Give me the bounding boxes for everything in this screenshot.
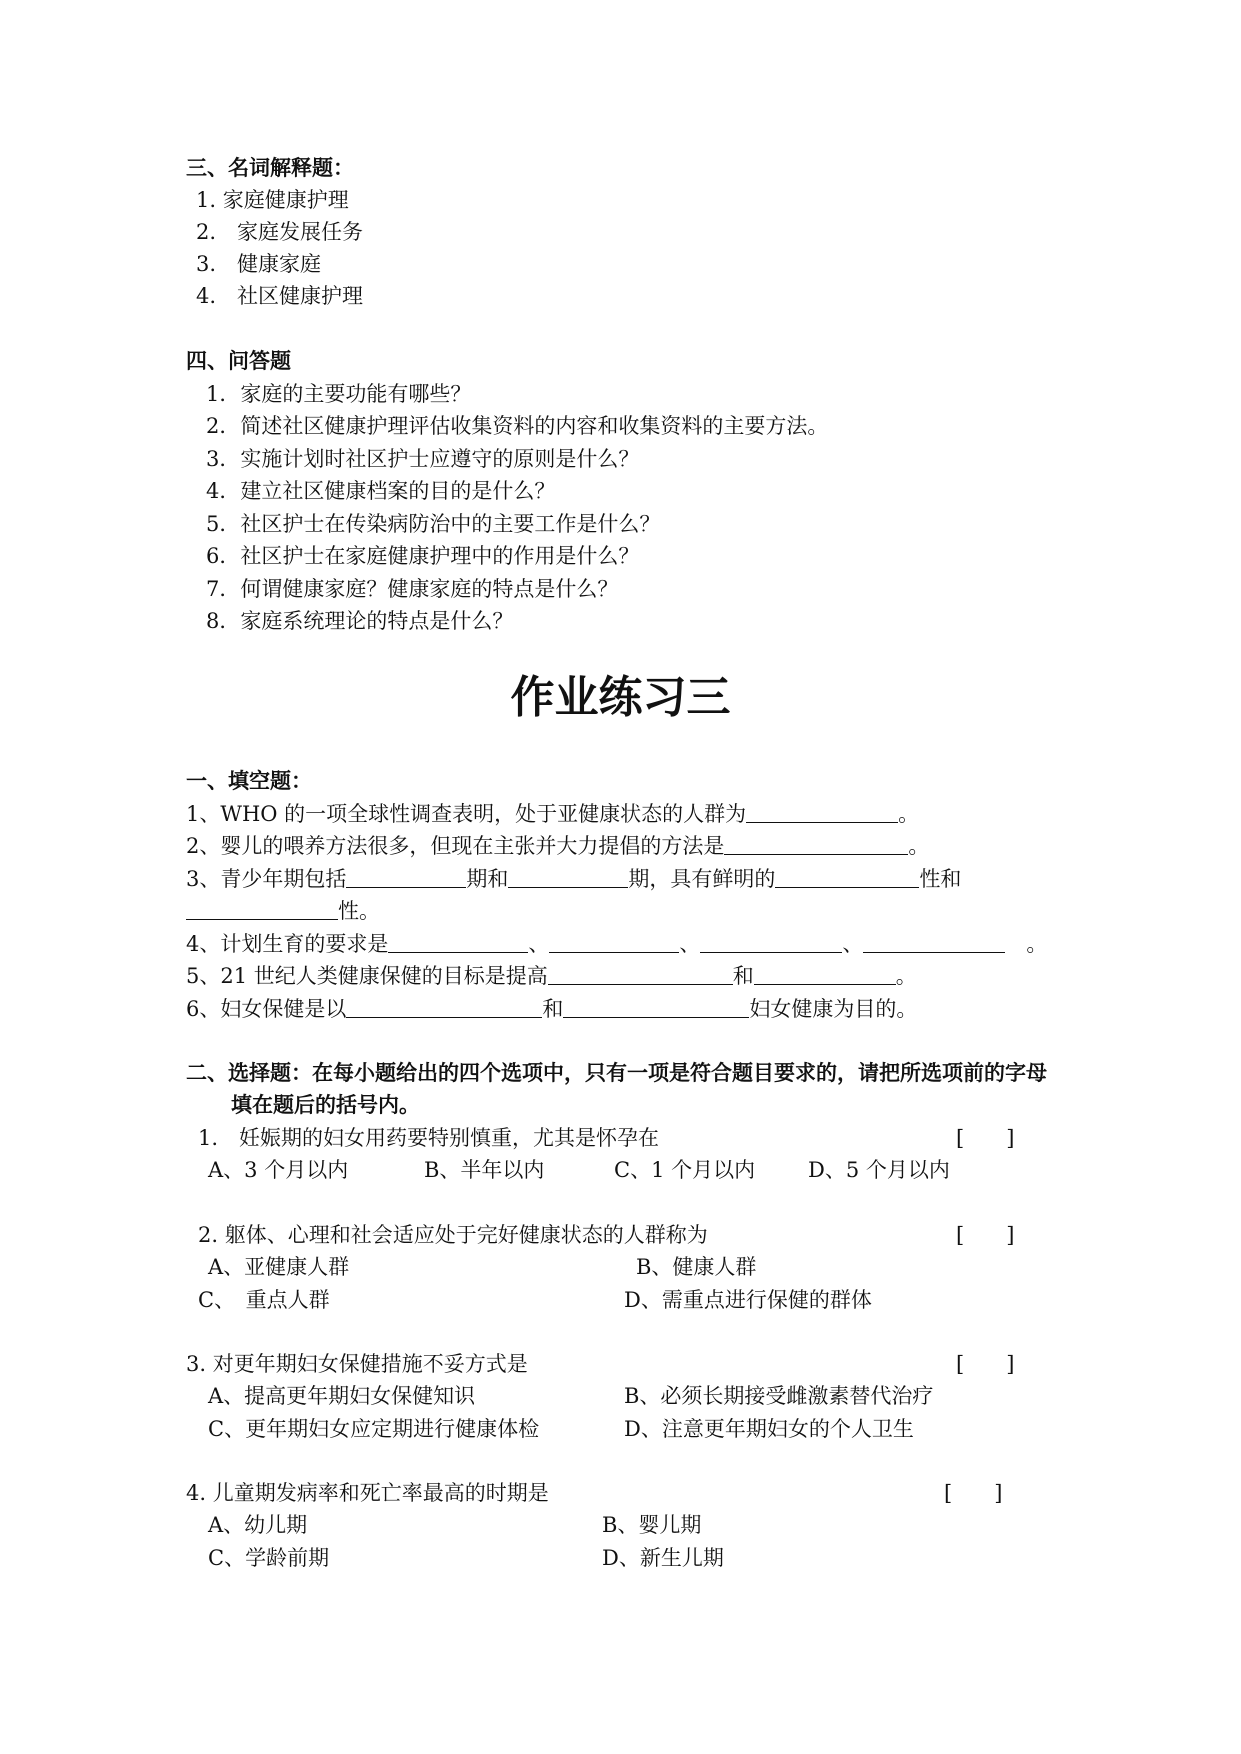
choice-option[interactable]: B、健康人群 <box>636 1255 757 1279</box>
choice-option[interactable]: B、半年以内 <box>424 1158 545 1182</box>
choice-question-stem: 3. 对更年期妇女保健措施不妥方式是 <box>186 1352 528 1376</box>
page-title: 作业练习三 <box>510 672 731 723</box>
answer-bracket[interactable]: [ ] <box>956 1126 1015 1150</box>
choice-option[interactable]: A、幼儿期 <box>208 1513 308 1537</box>
section3-item: 3. 健康家庭 <box>196 252 322 276</box>
section3-item: 2. 家庭发展任务 <box>196 220 364 244</box>
fill-question-3: 3、青少年期包括 期和 期，具有鲜明的 性和 <box>186 867 962 891</box>
section4-item: 8．家庭系统理论的特点是什么？ <box>206 609 514 633</box>
choice-option[interactable]: A、提高更年期妇女保健知识 <box>208 1384 476 1408</box>
fill-question-5: 5、21 世纪人类健康保健的目标是提高 和 。 <box>186 964 917 988</box>
answer-blank[interactable] <box>700 930 842 953</box>
fill-question-1: 1、WHO 的一项全球性调查表明，处于亚健康状态的人群为 。 <box>186 802 920 826</box>
fill-question-3-cont: 性。 <box>186 897 380 925</box>
answer-blank[interactable] <box>346 865 466 888</box>
answer-bracket[interactable]: [ ] <box>956 1223 1015 1247</box>
choice-option[interactable]: C、1 个月以内 <box>614 1158 756 1182</box>
choice-option[interactable]: C、更年期妇女应定期进行健康体检 <box>208 1417 540 1441</box>
fill-heading: 一、填空题： <box>186 769 312 793</box>
choice-option[interactable]: C、学龄前期 <box>208 1546 330 1570</box>
section4-item: 2．简述社区健康护理评估收集资料的内容和收集资料的主要方法。 <box>206 414 829 438</box>
answer-blank[interactable] <box>754 962 896 985</box>
choice-heading: 二、选择题：在每小题给出的四个选项中，只有一项是符合题目要求的，请把所选项前的字母 <box>186 1061 1047 1085</box>
answer-blank[interactable] <box>746 800 898 823</box>
answer-bracket[interactable]: [ ] <box>956 1352 1015 1376</box>
choice-option[interactable]: B、必须长期接受雌激素替代治疗 <box>624 1384 934 1408</box>
choice-option[interactable]: C、 重点人群 <box>198 1288 330 1312</box>
choice-option[interactable]: D、需重点进行保健的群体 <box>624 1288 872 1312</box>
answer-blank[interactable] <box>508 865 628 888</box>
choice-option[interactable]: A、3 个月以内 <box>208 1158 349 1182</box>
answer-blank[interactable] <box>563 995 749 1018</box>
choice-question-stem: 4. 儿童期发病率和死亡率最高的时期是 <box>186 1481 549 1505</box>
choice-option[interactable]: B、婴儿期 <box>602 1513 702 1537</box>
section4-item: 5．社区护士在传染病防治中的主要工作是什么？ <box>206 512 661 536</box>
answer-blank[interactable] <box>775 865 919 888</box>
section4-item: 1．家庭的主要功能有哪些？ <box>206 382 472 406</box>
choice-option[interactable]: D、注意更年期妇女的个人卫生 <box>624 1417 914 1441</box>
answer-blank[interactable] <box>186 897 338 920</box>
section4-item: 4．建立社区健康档案的目的是什么？ <box>206 479 556 503</box>
choice-question-stem: 2. 躯体、心理和社会适应处于完好健康状态的人群称为 <box>198 1223 708 1247</box>
section4-heading: 四、问答题 <box>186 349 291 373</box>
choice-option[interactable]: D、5 个月以内 <box>808 1158 950 1182</box>
answer-blank[interactable] <box>724 832 908 855</box>
answer-blank[interactable] <box>346 995 542 1018</box>
section4-item: 6．社区护士在家庭健康护理中的作用是什么？ <box>206 544 640 568</box>
choice-option[interactable]: A、亚健康人群 <box>208 1255 350 1279</box>
answer-blank[interactable] <box>388 930 528 953</box>
answer-blank[interactable] <box>549 930 679 953</box>
section3-heading: 三、名词解释题： <box>186 156 354 180</box>
section3-item: 1. 家庭健康护理 <box>196 188 349 212</box>
answer-blank[interactable] <box>863 930 1005 953</box>
fill-question-6: 6、妇女保健是以 和 妇女健康为目的。 <box>186 997 918 1021</box>
section4-item: 7．何谓健康家庭？健康家庭的特点是什么？ <box>206 577 619 601</box>
fill-question-4: 4、计划生育的要求是 、 、 、 。 <box>186 932 1048 956</box>
section3-item: 4. 社区健康护理 <box>196 284 364 308</box>
choice-heading-cont: 填在题后的括号内。 <box>231 1093 420 1117</box>
choice-option[interactable]: D、新生儿期 <box>602 1546 724 1570</box>
fill-question-2: 2、婴儿的喂养方法很多，但现在主张并大力提倡的方法是 。 <box>186 834 930 858</box>
answer-blank[interactable] <box>548 962 733 985</box>
choice-question-stem: 1. 妊娠期的妇女用药要特别慎重，尤其是怀孕在 <box>198 1126 660 1150</box>
section4-item: 3．实施计划时社区护士应遵守的原则是什么？ <box>206 447 640 471</box>
answer-bracket[interactable]: [ ] <box>944 1481 1003 1505</box>
